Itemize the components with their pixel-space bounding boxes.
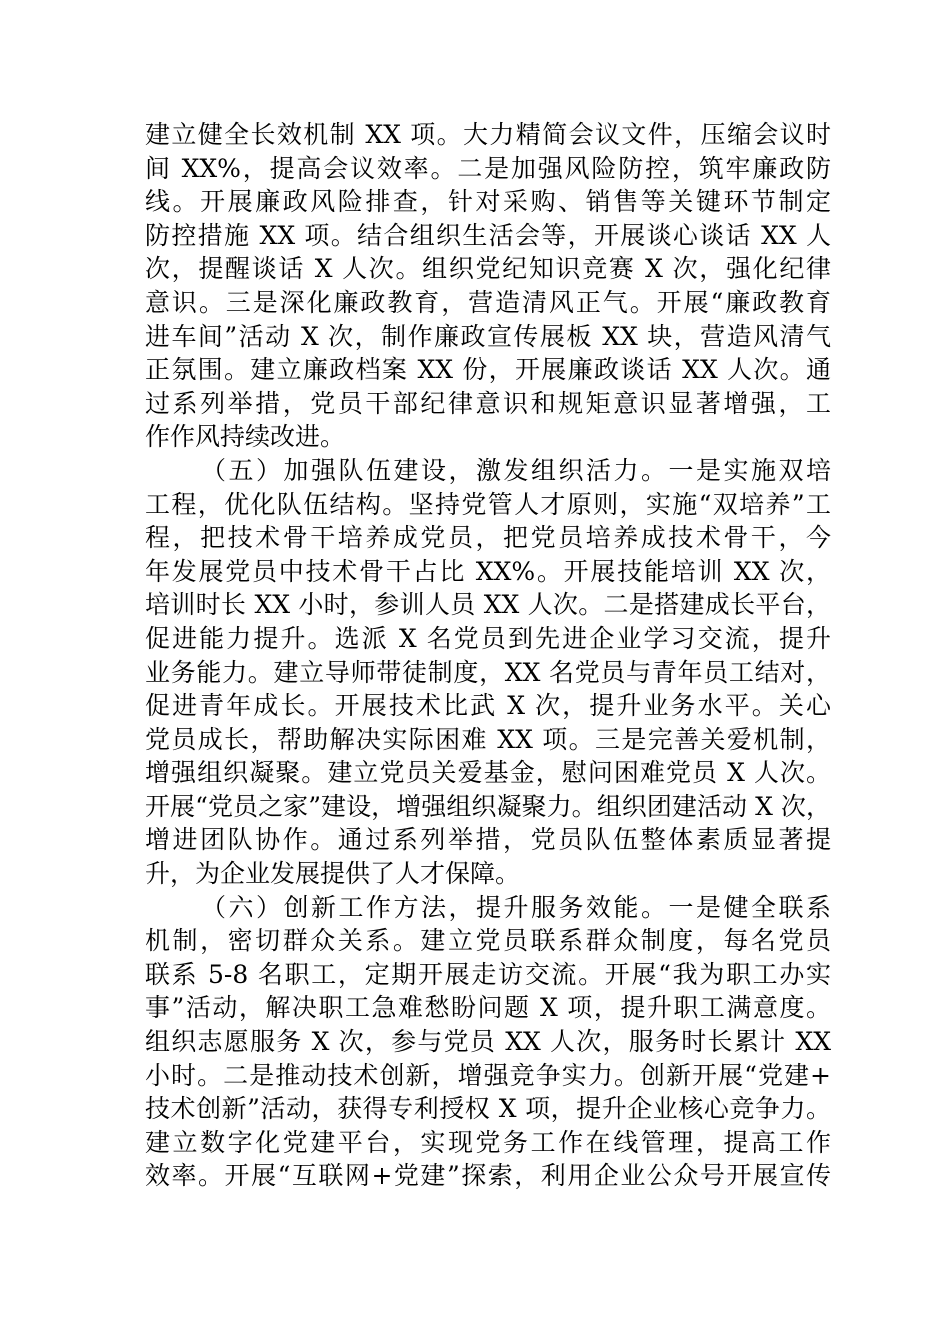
paragraph-2-line: 年发展党员中技术骨干占比 XX%。开展技能培训 XX 次，	[145, 556, 831, 586]
paragraph-1-line: 正氛围。建立廉政档案 XX 份，开展廉政谈话 XX 人次。通	[145, 355, 831, 385]
paragraph-3-line: 建立数字化党建平台，实现党务工作在线管理，提高工作	[145, 1127, 831, 1157]
paragraph-3-line: 小时。二是推动技术创新，增强竞争实力。创新开展“党建+	[145, 1060, 831, 1090]
paragraph-2-line: 业务能力。建立导师带徒制度，XX 名党员与青年员工结对，	[145, 657, 831, 687]
paragraph-2-line: 促进青年成长。开展技术比武 X 次，提升业务水平。关心	[145, 691, 831, 721]
paragraph-2-line: 开展“党员之家”建设，增强组织凝聚力。组织团建活动 X 次，	[145, 791, 831, 821]
document-page	[145, 118, 831, 1193]
paragraph-3-line: 效率。开展“互联网+党建”探索，利用企业公众号开展宣传	[145, 1161, 831, 1191]
paragraph-3-line: 机制，密切群众关系。建立党员联系群众制度，每名党员	[145, 926, 831, 956]
paragraph-2-line: 培训时长 XX 小时，参训人员 XX 人次。二是搭建成长平台，	[145, 590, 831, 620]
paragraph-1-line: 作作风持续改进。	[145, 422, 346, 452]
paragraph-1-line: 次，提醒谈话 X 人次。组织党纪知识竞赛 X 次，强化纪律	[145, 254, 831, 284]
paragraph-2-line: （五）加强队伍建设，激发组织活力。一是实施双培	[201, 455, 831, 485]
paragraph-3-line: 联系 5-8 名职工，定期开展走访交流。开展“我为职工办实	[145, 959, 831, 989]
paragraph-2-line: 升，为企业发展提供了人才保障。	[145, 859, 521, 889]
paragraph-3-line: （六）创新工作方法，提升服务效能。一是健全联系	[201, 892, 831, 922]
paragraph-3-line: 技术创新”活动，获得专利授权 X 项，提升企业核心竞争力。	[145, 1094, 831, 1124]
paragraph-2-line: 工程，优化队伍结构。坚持党管人才原则，实施“双培养”工	[145, 489, 831, 519]
paragraph-1-line: 防控措施 XX 项。结合组织生活会等，开展谈心谈话 XX 人	[145, 220, 831, 250]
paragraph-1-line: 线。开展廉政风险排查，针对采购、销售等关键环节制定	[145, 187, 831, 217]
paragraph-1-line: 过系列举措，党员干部纪律意识和规矩意识显著增强，工	[145, 388, 831, 418]
paragraph-1-line: 建立健全长效机制 XX 项。大力精简会议文件，压缩会议时	[145, 120, 831, 149]
paragraph-2-line: 增强组织凝聚。建立党员关爱基金，慰问困难党员 X 人次。	[145, 758, 831, 788]
paragraph-2-line: 程，把技术骨干培养成党员，把党员培养成技术骨干，今	[145, 523, 831, 553]
paragraph-1-line: 进车间”活动 X 次，制作廉政宣传展板 XX 块，营造风清气	[145, 321, 831, 351]
paragraph-2-line: 党员成长，帮助解决实际困难 XX 项。三是完善关爱机制，	[145, 724, 831, 754]
paragraph-2-line: 增进团队协作。通过系列举措，党员队伍整体素质显著提	[145, 825, 831, 855]
paragraph-1-line: 间 XX%，提高会议效率。二是加强风险防控，筑牢廉政防	[145, 153, 831, 183]
paragraph-3-line: 组织志愿服务 X 次，参与党员 XX 人次，服务时长累计 XX	[145, 1027, 831, 1057]
paragraph-2-line: 促进能力提升。选派 X 名党员到先进企业学习交流，提升	[145, 623, 831, 653]
paragraph-1-line: 意识。三是深化廉政教育，营造清风正气。开展“廉政教育	[145, 287, 831, 317]
paragraph-3-line: 事”活动，解决职工急难愁盼问题 X 项，提升职工满意度。	[145, 993, 831, 1023]
